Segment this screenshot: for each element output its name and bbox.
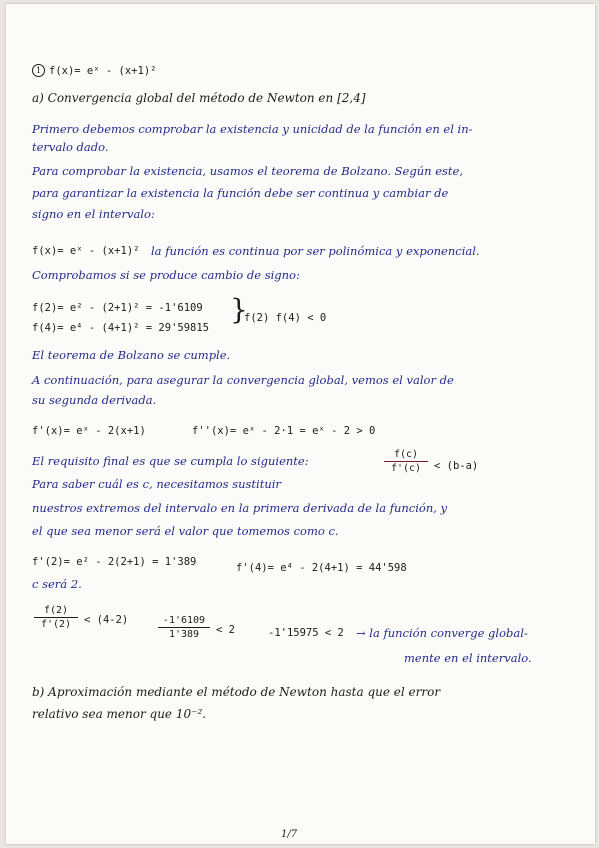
part-b-heading-1: b) Aproximación mediante el método de Newton hasta que el error [32, 685, 441, 699]
sign-product: f(2) f(4) < 0 [244, 312, 327, 324]
notebook-page [6, 4, 595, 844]
problem-function: f(x)= eˣ - (x+1)² [49, 65, 157, 77]
inequality-numerator: f(2) [34, 605, 78, 618]
sign-check-text: Comprobamos si se produce cambio de signo: [32, 268, 300, 282]
numeric-fraction [158, 615, 210, 640]
page-number: 1/7 [281, 829, 298, 840]
final-inequality: -1'15975 < 2 [268, 627, 344, 639]
choose-line-3: el que sea menor será el valor que tomemos como c. [32, 524, 339, 538]
numeric-denominator: 1'389 [168, 629, 200, 640]
condition-denominator: f'(c) [390, 463, 422, 474]
part-b-heading-2: relativo sea menor que 10⁻². [32, 707, 207, 721]
condition-numerator: f(c) [384, 449, 428, 462]
intro-line-1: Primero debemos comprobar la existencia y unicidad de la función en el in- [32, 122, 473, 136]
bolzano-line-3: signo en el intervalo: [32, 207, 155, 221]
final-requirement: El requisito final es que se cumpla lo siguiente: [32, 454, 309, 468]
f2-value: f(2)= e² - (2+1)² = -1'6109 [32, 302, 203, 314]
continuity-text: la función es continua por ser polinómica y exponencial. [151, 244, 480, 258]
inequality-rhs: < (4-2) [84, 614, 129, 626]
continuity-function: f(x)= eˣ - (x+1)² [32, 245, 140, 257]
condition-rhs: < (b-a) [434, 460, 479, 472]
first-derivative: f'(x)= eˣ - 2(x+1) [32, 425, 146, 437]
numeric-numerator: -1'6109 [158, 615, 210, 628]
second-derivative: f''(x)= eˣ - 2·1 = eˣ - 2 > 0 [192, 425, 376, 437]
choose-line-1: Para saber cuál es c, necesitamos sustituir [32, 477, 281, 491]
bolzano-line-2: para garantizar la existencia la función debe ser continua y cambiar de [32, 186, 449, 200]
bolzano-line-1: Para comprobar la existencia, usamos el teorema de Bolzano. Según este, [32, 164, 463, 178]
numeric-rhs: < 2 [216, 624, 235, 636]
condition-fraction [384, 449, 428, 474]
inequality-fraction [34, 605, 78, 630]
part-a-heading: a) Convergencia global del método de Newton en [2,4] [32, 91, 366, 105]
right-brace: } [230, 293, 248, 326]
global-line-2: su segunda derivada. [32, 393, 157, 407]
f4-value: f(4)= e⁴ - (4+1)² = 29'59815 [32, 322, 210, 334]
conclusion-line-2: mente en el intervalo. [404, 651, 532, 665]
choose-line-2: nuestros extremos del intervalo en la primera derivada de la función, y [32, 501, 448, 515]
c-value: c será 2. [32, 577, 82, 591]
intro-line-2: tervalo dado. [32, 140, 109, 154]
fprime-at-4: f'(4)= e⁴ - 2(4+1) = 44'598 [236, 562, 407, 574]
inequality-denominator: f'(2) [40, 619, 72, 630]
fprime-at-2: f'(2)= e² - 2(2+1) = 1'389 [32, 556, 197, 568]
global-line-1: A continuación, para asegurar la convergencia global, vemos el valor de [32, 373, 454, 387]
bolzano-ok: El teorema de Bolzano se cumple. [32, 348, 231, 362]
problem-number: 1 [32, 64, 45, 77]
problem-header [32, 63, 156, 78]
conclusion-line-1: → la función converge global- [356, 626, 528, 640]
